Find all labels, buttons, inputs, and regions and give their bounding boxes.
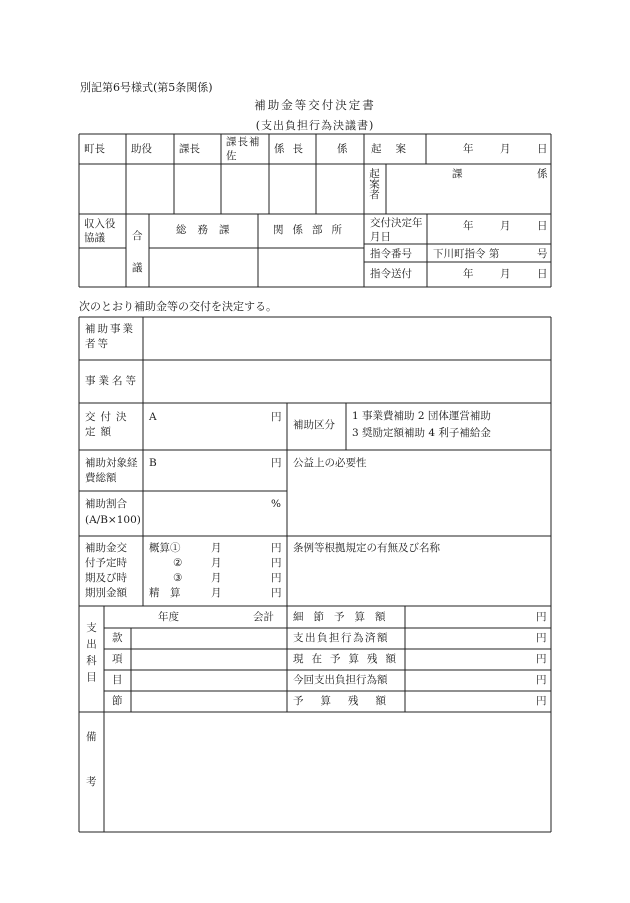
- approval-shirei-text: 下川町指令 第: [433, 248, 500, 260]
- label-koeki: 公益上の必要性: [293, 457, 367, 469]
- kofu-date-month: 月: [500, 220, 511, 232]
- month-2: 月: [211, 557, 222, 569]
- label-kofu-yotei-2: 付予定時: [85, 557, 127, 569]
- approval-role-chou: 町長: [84, 143, 105, 155]
- seisan-label: 精 算: [149, 587, 181, 599]
- label-shishutsu-kamoku: 支出科目: [85, 622, 97, 688]
- month-3: 月: [211, 572, 222, 584]
- label-yosan-zangaku: 予算残額: [293, 695, 403, 707]
- label-remarks-bottom: 考: [86, 776, 97, 788]
- soufu-date-day: 日: [537, 268, 548, 280]
- label-kan: 款: [112, 632, 123, 644]
- page-subtitle: (支出負担行為決議書): [255, 119, 375, 132]
- approval-date-day: 日: [537, 143, 548, 155]
- wariai-percent: %: [271, 498, 281, 510]
- label-kofu-kettei-gaku: 交付決定額: [85, 411, 132, 438]
- month-1: 月: [211, 542, 222, 554]
- approval-gou-label: 合: [132, 230, 143, 242]
- label-shishutsu-zumi: 支出負担行為済額: [293, 632, 389, 644]
- month-4: 月: [211, 587, 222, 599]
- kubun-line-1: 1 事業費補助 2 団体運営補助: [352, 410, 491, 422]
- gaisan-1: 概算①: [149, 542, 181, 554]
- kubun-line-2: 3 奨励定額補助 4 利子補給金: [352, 427, 491, 439]
- a-yen: 円: [271, 411, 282, 423]
- approval-kankei-busho: 関係部所: [273, 224, 351, 236]
- budget-yen-4: 円: [536, 674, 547, 686]
- yen-2: 円: [271, 557, 282, 569]
- approval-gou-suffix: 号: [537, 248, 548, 260]
- approval-kiansha-label: 起案者: [368, 168, 380, 200]
- label-saisetsu-yosan: 細節予算額: [293, 611, 396, 623]
- approval-role-kachouhosa: 課長補佐: [226, 136, 261, 162]
- approval-kofu-kettei-label: 交付決定年月日: [370, 217, 423, 243]
- approval-date-month: 月: [500, 143, 511, 155]
- wariai-formula: (A/B×100): [85, 514, 141, 526]
- kofu-date-year: 年: [463, 220, 474, 232]
- yen-3: 円: [271, 572, 282, 584]
- label-jigyo-mei: 事業名等: [85, 375, 139, 387]
- label-kou: 項: [112, 653, 123, 665]
- approval-role-kakarichou: 係長: [274, 143, 311, 155]
- label-setsu: 節: [112, 695, 123, 707]
- label-hojo-jigyosha: 補助事業者等: [85, 323, 135, 350]
- approval-shirei-soufu-label: 指令送付: [370, 268, 412, 280]
- label-jorei: 条例等根拠規定の有無及び名称: [293, 542, 440, 554]
- approval-shunyu-kyogi: 収入役協議: [84, 218, 116, 244]
- kofu-date-day: 日: [537, 220, 548, 232]
- label-genzai-zangaku: 現在予算残額: [293, 653, 404, 665]
- gaisan-2: ②: [173, 557, 183, 569]
- label-hojo-kubun: 補助区分: [293, 419, 335, 431]
- budget-yen-1: 円: [536, 611, 547, 623]
- approval-ka-label: 課: [452, 168, 463, 180]
- label-kofu-yotei-4: 期別金額: [85, 587, 127, 599]
- yen-1: 円: [271, 542, 282, 554]
- label-remarks-top: 備: [86, 731, 97, 743]
- label-hojo-taisho: 補助対象経費総額: [85, 457, 138, 484]
- approval-somuka: 総務課: [176, 224, 241, 236]
- approval-date-year: 年: [463, 143, 474, 155]
- form-id: 別記第6号様式(第5条関係): [80, 81, 213, 94]
- budget-yen-3: 円: [536, 653, 547, 665]
- label-kofu-yotei-1: 補助金交: [85, 542, 127, 554]
- soufu-date-month: 月: [500, 268, 511, 280]
- page-title: 補助金等交付決定書: [254, 98, 376, 112]
- intro-text: 次のとおり補助金等の交付を決定する。: [79, 300, 277, 313]
- gaisan-3: ③: [173, 572, 183, 584]
- yen-4: 円: [271, 587, 282, 599]
- approval-role-joyaku: 助役: [131, 143, 152, 155]
- a-marker: A: [149, 411, 157, 423]
- label-kofu-yotei-3: 期及び時: [85, 572, 127, 584]
- soufu-date-year: 年: [463, 268, 474, 280]
- budget-yen-5: 円: [536, 695, 547, 707]
- approval-shirei-bango-label: 指令番号: [370, 248, 412, 260]
- b-yen: 円: [271, 457, 282, 469]
- label-konkai-shishutsu: 今回支出負担行為額: [293, 674, 388, 686]
- approval-role-kakari: 係: [337, 143, 348, 155]
- label-kaikei: 会計: [253, 611, 274, 623]
- label-wariai: 補助割合: [85, 498, 127, 510]
- label-nendo: 年度: [158, 611, 179, 623]
- label-moku: 目: [112, 674, 123, 686]
- approval-kian-label: 起案: [371, 143, 420, 155]
- budget-yen-2: 円: [536, 632, 547, 644]
- approval-role-kachou: 課長: [179, 143, 200, 155]
- b-marker: B: [149, 457, 157, 469]
- approval-gi-label: 議: [132, 262, 143, 274]
- approval-kakari-label: 係: [537, 168, 548, 180]
